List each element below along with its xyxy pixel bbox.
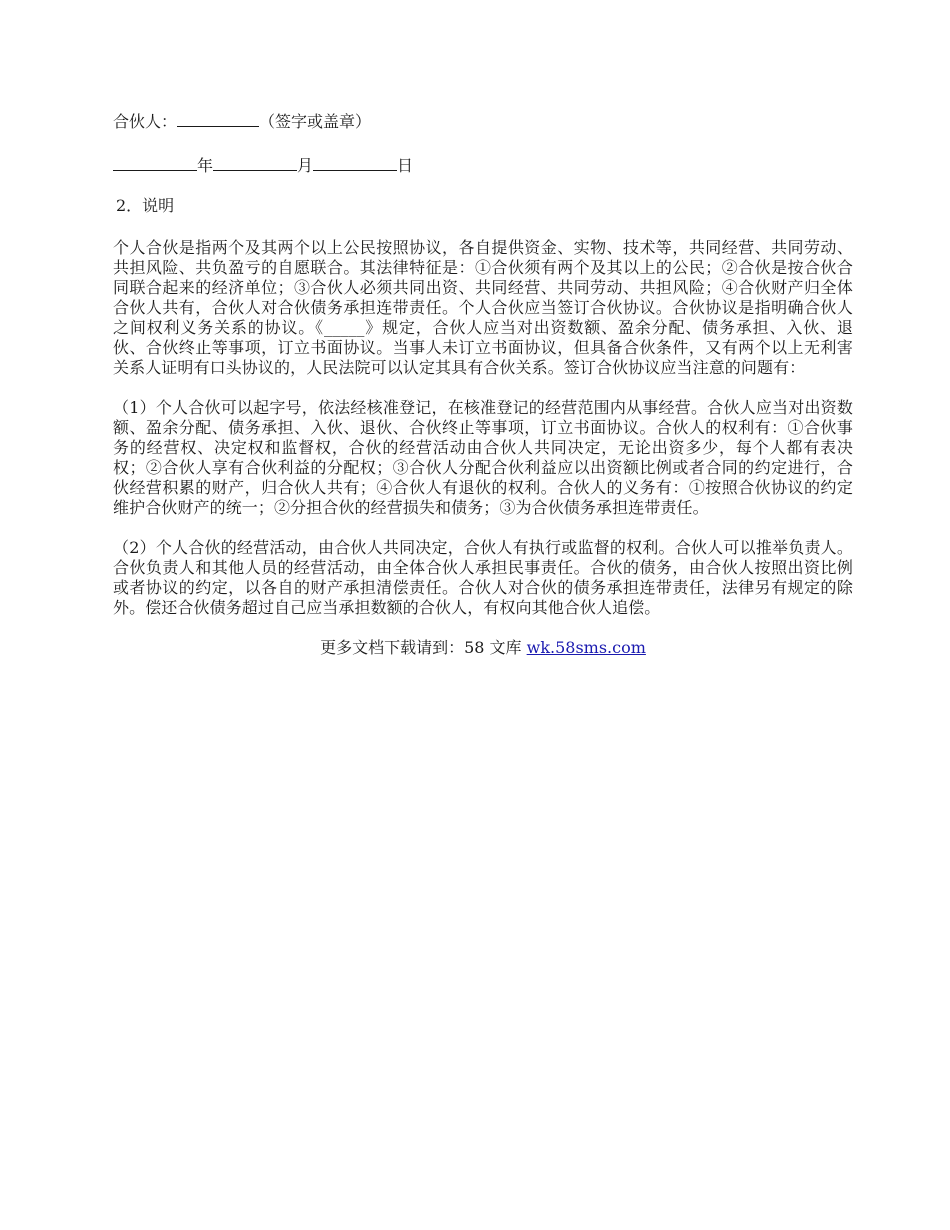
month-label: 月 (297, 156, 314, 175)
signature-line (113, 110, 853, 132)
signature-label: 合伙人： (113, 112, 178, 131)
signature-note: （签字或盖章） (259, 112, 372, 131)
intro-paragraph: 个人合伙是指两个及其两个以上公民按照协议，各自提供资金、实物、技术等，共同经营、共同劳动、共担风险、共负盈亏的自愿联合。其法律特征是：①合伙须有两个及其以上的公民；②合伙是按合伙合同联合起来的经济单位；③合伙人必须共同出资、共同经营、共同劳动、共担风险；④合伙财产归全体合伙人共有，合伙人对合伙债务承担连带责任。个人合伙应当签订合伙协议。合伙协议是指明确合伙人之间权利义务关系的协议。《_____》规定，合伙人应当对出资数额、盈余分配、债务承担、入伙、退伙、合伙终止等事项，订立书面协议。当事人未订立书面协议，但具备合伙条件，又有两个以上无利害关系人证明有口头协议的，人民法院可以认定其具有合伙关系。签订合伙协议应当注意的问题有： (113, 238, 853, 377)
item-2-paragraph: （2）个人合伙的经营活动，由合伙人共同决定，合伙人有执行或监督的权利。合伙人可以推举负责人。合伙负责人和其他人员的经营活动，由全体合伙人承担民事责任。合伙的债务，由合伙人按照出资比例或者协议的约定，以各自的财产承担清偿责任。合伙人对合伙的债务承担连带责任，法律另有规定的除外。偿还合伙债务超过自己应当承担数额的合伙人，有权向其他合伙人追偿。 (113, 538, 853, 617)
footer (113, 638, 853, 658)
month-blank (213, 154, 297, 171)
section-heading: 2．说明 (116, 196, 175, 215)
item-1-paragraph: （1）个人合伙可以起字号，依法经核准登记，在核准登记的经营范围内从事经营。合伙人应当对出资数额、盈余分配、债务承担、入伙、退伙、合伙终止等事项，订立书面协议。合伙人的权利有：①合伙事务的经营权、决定权和监督权，合伙的经营活动由合伙人共同决定，无论出资多少，每个人都有表决权；②合伙人享有合伙利益的分配权；③合伙人分配合伙利益应以出资额比例或者合同的约定进行，合伙经营积累的财产，归合伙人共有；④合伙人有退伙的权利。合伙人的义务有：①按照合伙协议的约定维护合伙财产的统一；②分担合伙的经营损失和债务；③为合伙债务承担连带责任。 (113, 398, 853, 517)
document-page (113, 110, 853, 658)
year-label: 年 (197, 156, 214, 175)
signature-blank (177, 110, 259, 127)
day-blank (313, 154, 397, 171)
year-blank (113, 154, 197, 171)
footer-prefix: 更多文档下载请到：58 文库 (320, 638, 527, 657)
day-label: 日 (397, 156, 414, 175)
date-line (113, 154, 853, 176)
footer-link[interactable]: wk.58sms.com (526, 638, 646, 657)
